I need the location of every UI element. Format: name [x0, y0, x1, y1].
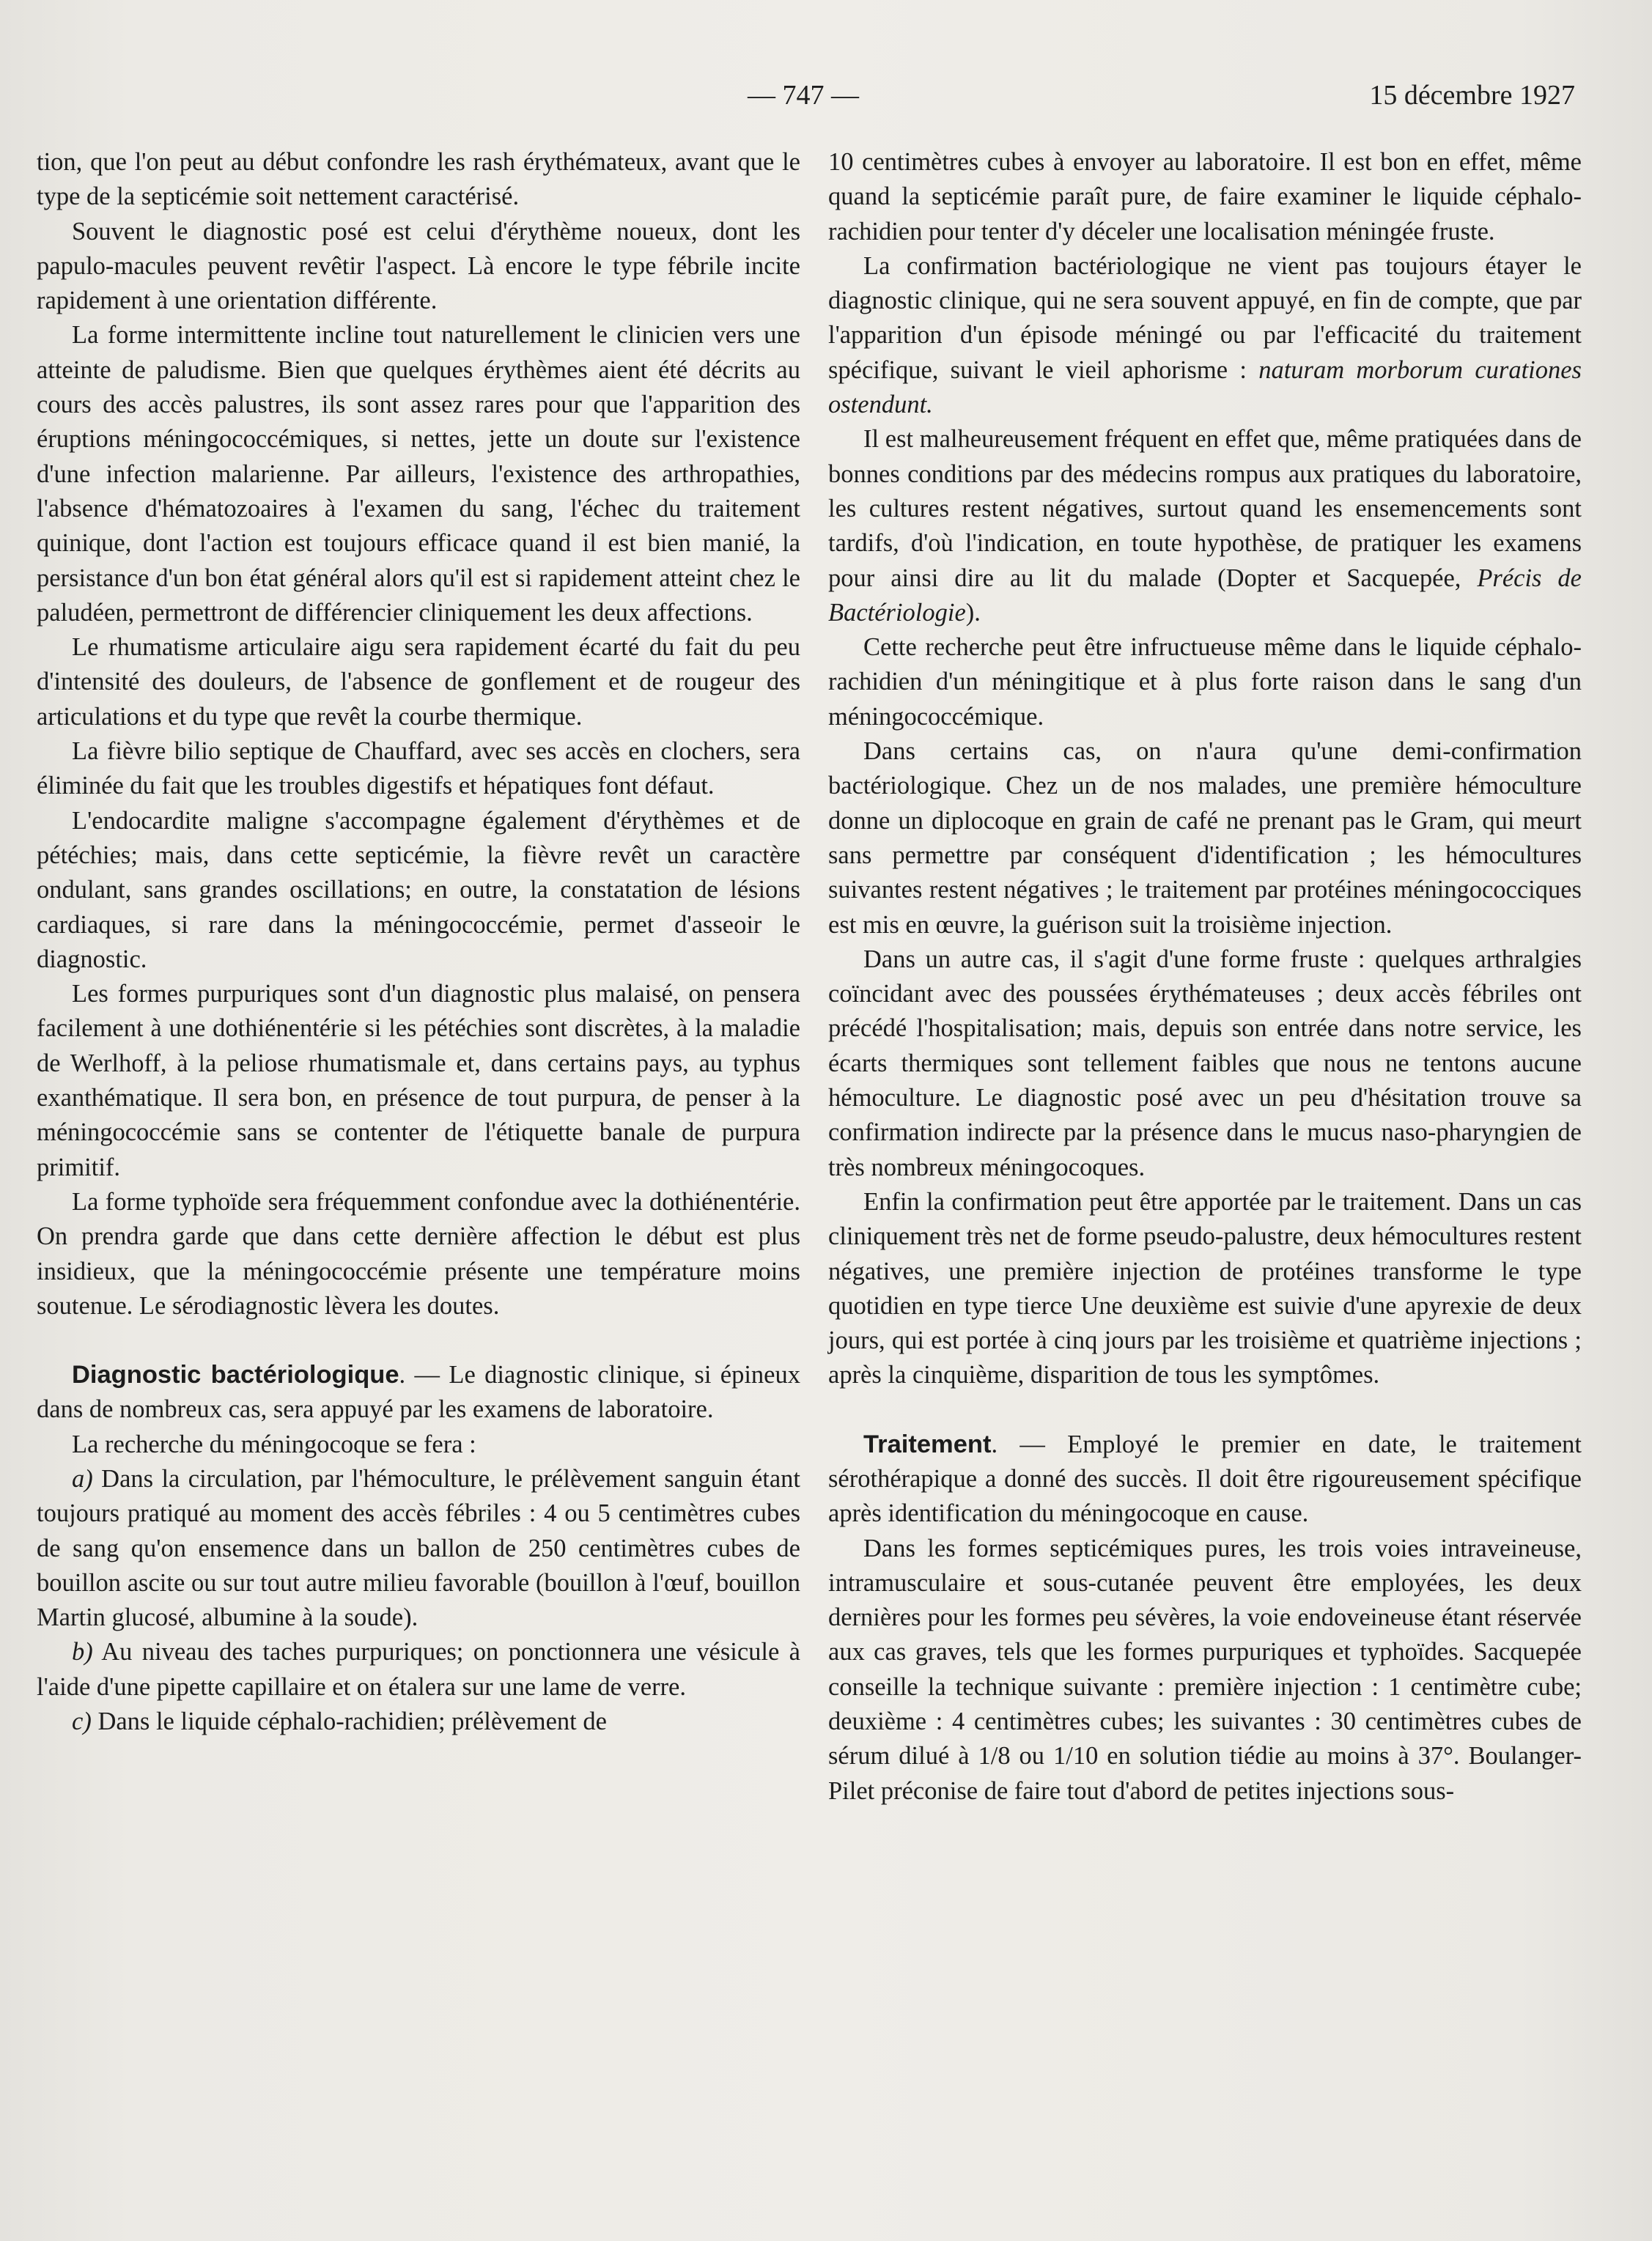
paragraph: Cette recherche peut être infructueuse même dans le liquide céphalo-rachidien d'un méningitique et à plus forte raison dans le sang d'un méningococcémique. [828, 633, 1582, 731]
publication-date: 15 décembre 1927 [1369, 80, 1575, 111]
section-spacer [37, 1323, 800, 1358]
paragraph: Le rhumatisme articulaire aigu sera rapidement écarté du fait du peu d'intensité des douleurs, de l'absence de gonflement et de rougeur des articulations et du type que revêt la courbe thermique. [37, 633, 800, 731]
latin-quote: naturam morborum curationes ostendunt. [828, 355, 1582, 419]
paragraph-text: Il est malheureusement fréquent en effet que, même pratiquées dans de bonnes conditions par des médecins rompus aux pratiques du laboratoire, les cultures restent négatives, surtout quand les ensemencements sont tardifs, d'où l'indication, en toute hypothèse, de pratiquer les examens pour ainsi dire au lit du malade (Dopter et Sacquepée, [828, 425, 1582, 592]
list-label: a) [72, 1464, 93, 1493]
paragraph: 10 centimètres cubes à envoyer au laboratoire. Il est bon en effet, même quand la septicémie paraît pure, de faire examiner le liquide céphalo-rachidien pour tenter d'y déceler une localisation méningée fruste. [828, 148, 1582, 245]
section-spacer [828, 1393, 1582, 1428]
list-item [37, 1462, 800, 1635]
section-heading: Traitement [863, 1430, 992, 1458]
paragraph: Dans un autre cas, il s'agit d'une forme fruste : quelques arthralgies coïncidant avec des poussées érythémateuses ; deux accès fébriles ont précédé l'hospitalisation; mais, depuis son entrée dans notre service, les écarts thermiques sont tellement faibles que nous ne tentons aucune hémoculture. Le diagnostic posé avec un peu d'hésitation trouve sa confirmation indirecte par la présence dans le mucus naso-pharyngien de très nombreux méningocoques. [828, 945, 1582, 1181]
paragraph: Enfin la confirmation peut être apportée par le traitement. Dans un cas cliniquement très net de forme pseudo-palustre, deux hémocultures restent négatives, une première injection de protéines transforme le type quotidien en type tierce Une deuxième est suivie d'une apyrexie de deux jours, qui est portée à cinq jours par les troisième et quatrième injections ; après la cinquième, disparition de tous les symptômes. [828, 1187, 1582, 1389]
section-paragraph [828, 1428, 1582, 1532]
section-paragraph [37, 1358, 800, 1428]
list-item [37, 1635, 800, 1705]
paragraph [828, 422, 1582, 630]
paragraph: Souvent le diagnostic posé est celui d'érythème noueux, dont les papulo-macules peuvent revêtir l'aspect. Là encore le type fébrile incite rapidement à une orientation différente. [37, 217, 800, 315]
list-text: Au niveau des taches purpuriques; on ponctionnera une vésicule à l'aide d'une pipette capillaire et on étalera sur une lame de verre. [37, 1638, 800, 1701]
paragraph-text: ). [965, 598, 981, 627]
paragraph-text: La confirmation bactériologique ne vient pas toujours étayer le diagnostic clinique, qui ne sera souvent appuyé, en fin de compte, que par l'apparition d'un épisode méningé ou par l'efficacité du traitement spécifique, suivant le vieil aphorisme : [828, 251, 1582, 384]
paragraph [828, 249, 1582, 422]
paragraph: La recherche du méningocoque se fera : [72, 1430, 476, 1458]
book-reference: Précis de Bactériologie [828, 564, 1582, 627]
paragraph: tion, que l'on peut au début confondre les rash érythémateux, avant que le type de la septicémie soit nettement caractérisé. [37, 148, 800, 211]
list-item [37, 1705, 800, 1739]
list-text: Dans le liquide céphalo-rachidien; prélèvement de [91, 1707, 607, 1736]
paragraph: L'endocardite maligne s'accompagne également d'érythèmes et de pétéchies; mais, dans cette septicémie, la fièvre revêt un caractère ondulant, sans grandes oscillations; en outre, la constatation de lésions cardiaques, si rare dans la méningococcémie, permet d'asseoir le diagnostic. [37, 806, 800, 973]
paragraph: Dans les formes septicémiques pures, les trois voies intraveineuse, intramusculaire et sous-cutanée peuvent être employées, les deux dernières pour les formes peu sévères, la voie endoveineuse étant réservée aux cas graves, tels que les formes purpuriques et typhoïdes. Sacquepée conseille la technique suivante : première injection : 1 centimètre cube; deuxième : 4 centimètres cubes; les suivantes : 30 centimètres cubes de sérum dilué à 1/8 ou 1/10 en solution tiédie au moins à 37°. Boulanger-Pilet préconise de faire tout d'abord de petites injections sous- [828, 1534, 1582, 1805]
right-column [828, 145, 1582, 1809]
list-label: b) [72, 1638, 93, 1666]
page-number: — 747 — [748, 80, 859, 111]
section-intro: . — Le diagnostic clinique, si épineux dans de nombreux cas, sera appuyé par les examens de laboratoire. [37, 1361, 800, 1424]
left-column [37, 145, 800, 1739]
page-header [0, 79, 1652, 123]
paragraph: La forme intermittente incline tout naturellement le clinicien vers une atteinte de paludisme. Bien que quelques érythèmes aient été décrits au cours des accès palustres, ils sont assez rares pour que l'apparition des éruptions méningococcémiques, si nettes, jette un doute sur l'existence d'une infection malarienne. Par ailleurs, l'existence des arthropathies, l'absence d'hématozoaires à l'examen du sang, l'échec du traitement quinique, dont l'action est toujours efficace quand il est bien manié, la persistance d'un bon état général alors qu'il est si rapidement atteint chez le paludéen, permettront de différencier cliniquement les deux affections. [37, 321, 800, 627]
list-label: c) [72, 1707, 92, 1736]
section-heading: Diagnostic bactériologique [72, 1361, 399, 1389]
paragraph: La fièvre bilio septique de Chauffard, avec ses accès en clochers, sera éliminée du fait que les troubles digestifs et hépatiques font défaut. [37, 737, 800, 800]
list-text: Dans la circulation, par l'hémoculture, le prélèvement sanguin étant toujours pratiqué au moment des accès fébriles : 4 ou 5 centimètres cubes de sang qu'on ensemence dans un ballon de 250 centimètres cubes de bouillon ascite ou sur tout autre milieu favorable (bouillon à l'œuf, bouillon Martin glucosé, albumine à la soude). [37, 1464, 800, 1632]
paragraph: Les formes purpuriques sont d'un diagnostic plus malaisé, on pensera facilement à une dothiénentérie si les pétéchies sont discrètes, à la maladie de Werlhoff, à la peliose rhumatismale et, dans certains pays, au typhus exanthématique. Il sera bon, en présence de tout purpura, de penser à la méningococcémie sans se contenter de l'étiquette banale de purpura primitif. [37, 980, 800, 1181]
paragraph: Dans certains cas, on n'aura qu'une demi-confirmation bactériologique. Chez un de nos malades, une première hémoculture donne un diplocoque en grain de café ne prenant pas le Gram, qui meurt sans permettre par conséquent d'identification ; les hémocultures suivantes restent négatives ; le traitement par protéines méningococciques est mis en œuvre, la guérison suit la troisième injection. [828, 737, 1582, 939]
section-intro: . — Employé le premier en date, le traitement sérothérapique a donné des succès. Il doit être rigoureusement spécifique après identification du méningocoque en cause. [828, 1430, 1582, 1528]
paragraph: La forme typhoïde sera fréquemment confondue avec la dothiénentérie. On prendra garde que dans cette dernière affection le début est plus insidieux, que la méningococcémie présente une température moins soutenue. Le sérodiagnostic lèvera les doutes. [37, 1187, 800, 1320]
